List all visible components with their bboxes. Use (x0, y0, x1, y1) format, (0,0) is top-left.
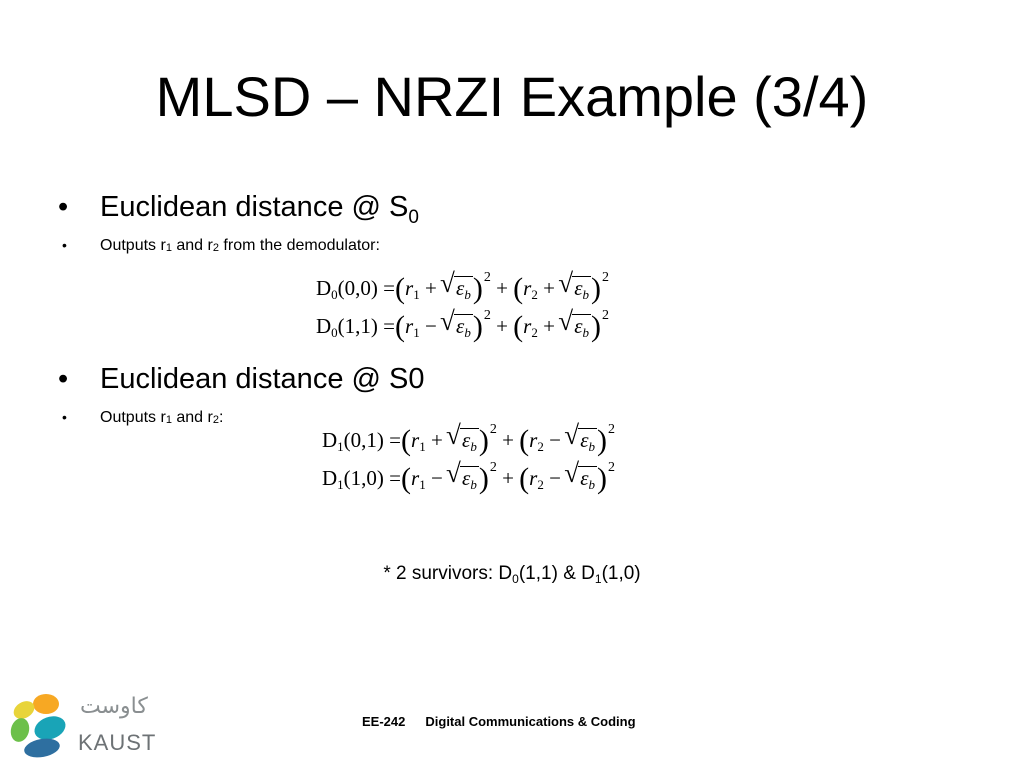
power: 2 (489, 422, 497, 437)
survivors-note (0, 562, 1024, 591)
open-paren-icon: ( (519, 462, 530, 495)
operator-1: + (424, 276, 437, 300)
kaust-logo (4, 690, 157, 764)
logo-arabic-text: كاوست (80, 694, 148, 719)
close-paren-icon: ) (590, 310, 601, 343)
r-symbol: r (405, 276, 414, 300)
sqrt-icon (448, 460, 479, 496)
outputs-mid: and r (171, 237, 213, 254)
bullet-dot: • (58, 191, 69, 223)
close-paren-icon: ) (478, 462, 489, 495)
sqrt-icon (566, 460, 597, 496)
survivors-sub-1: 0 (512, 572, 519, 586)
close-paren-icon: ) (472, 310, 483, 343)
epsilon-subscript: b (582, 325, 589, 340)
epsilon-subscript: b (588, 477, 595, 492)
plus-operator: + (502, 428, 514, 452)
close-paren-icon: ) (596, 462, 607, 495)
r-subscript: 2 (531, 325, 538, 340)
close-paren-icon: ) (472, 272, 483, 305)
epsilon-symbol: ε (580, 466, 589, 490)
outputs-suffix: : (218, 409, 224, 426)
operator-1: − (430, 466, 443, 490)
plus-operator: + (502, 466, 514, 490)
epsilon-symbol: ε (574, 314, 583, 338)
r1-sub: 1 (165, 242, 172, 254)
open-paren-icon: ( (395, 310, 406, 343)
heading-subscript: 0 (408, 206, 419, 228)
r-subscript: 1 (413, 325, 420, 340)
outputs-line-1 (62, 235, 380, 258)
r-subscript: 1 (413, 287, 420, 302)
operator-1: + (430, 428, 443, 452)
sqrt-icon (442, 308, 473, 344)
outputs-line-2 (62, 407, 223, 430)
open-paren-icon: ( (401, 424, 412, 457)
operator-2: − (549, 466, 561, 490)
epsilon-symbol: ε (456, 276, 465, 300)
close-paren-icon: ) (478, 424, 489, 457)
bullet-dot: • (62, 409, 67, 425)
epsilon-subscript: b (470, 439, 477, 454)
operator-2: + (543, 276, 555, 300)
bullet-dot: • (58, 363, 69, 395)
r-subscript: 1 (419, 439, 426, 454)
survivors-prefix: * 2 survivors: D (383, 563, 513, 584)
footer-course-name: Digital Communications & Coding (425, 714, 636, 729)
close-paren-icon: ) (596, 424, 607, 457)
plus-operator: + (496, 314, 508, 338)
equation-lhs: $D_0(1,1)$ = (316, 314, 396, 340)
outputs-prefix: Outputs r (100, 237, 166, 254)
bullet-euclidean-s0 (58, 361, 424, 397)
r-symbol: r (405, 314, 414, 338)
r-symbol: r (411, 428, 420, 452)
survivors-suffix: (1,0) (601, 563, 641, 584)
epsilon-subscript: b (464, 287, 471, 302)
equation-lhs: $D_0(0,0)$ = (316, 276, 396, 302)
power: 2 (483, 270, 491, 285)
open-paren-icon: ( (401, 462, 412, 495)
bullet-dot: • (62, 237, 67, 253)
r2-sub: 2 (212, 242, 219, 254)
epsilon-symbol: ε (462, 466, 471, 490)
r-subscript: 1 (419, 477, 426, 492)
equation-d1-10 (322, 450, 615, 503)
epsilon-symbol: ε (574, 276, 583, 300)
survivors-sub-2: 1 (594, 572, 602, 586)
survivors-mid: (1,1) & D (518, 563, 595, 584)
outputs-mid: and r (171, 409, 213, 426)
r-symbol: r (523, 314, 532, 338)
operator-2: − (549, 428, 561, 452)
open-paren-icon: ( (395, 272, 406, 305)
logo-latin-text: KAUST (78, 730, 157, 755)
kaust-logo-mark-icon (4, 690, 76, 764)
r-subscript: 2 (537, 439, 544, 454)
sqrt-icon (560, 308, 591, 344)
epsilon-symbol: ε (580, 428, 589, 452)
r1-sub: 1 (165, 414, 172, 426)
power: 2 (483, 308, 491, 323)
power: 2 (601, 270, 609, 285)
bullet-euclidean-s0-sub (58, 189, 419, 236)
r-symbol: r (529, 428, 538, 452)
open-paren-icon: ( (513, 310, 524, 343)
epsilon-subscript: b (588, 439, 595, 454)
outputs-suffix: from the demodulator: (218, 237, 380, 254)
r-symbol: r (411, 466, 420, 490)
slide-title: MLSD – NRZI Example (3/4) (155, 65, 869, 128)
operator-1: − (424, 314, 437, 338)
equation-lhs: $D_1(0,1)$ = (322, 428, 402, 454)
r-symbol: r (529, 466, 538, 490)
plus-operator: + (496, 276, 508, 300)
footer-course-code: EE-242 (362, 714, 406, 729)
equation-lhs: $D_1(1,0)$ = (322, 466, 402, 492)
power: 2 (607, 422, 615, 437)
r-subscript: 2 (537, 477, 544, 492)
epsilon-symbol: ε (462, 428, 471, 452)
epsilon-subscript: b (582, 287, 589, 302)
open-paren-icon: ( (513, 272, 524, 305)
operator-2: + (543, 314, 555, 338)
power: 2 (601, 308, 609, 323)
heading-text: Euclidean distance @ S0 (100, 363, 425, 395)
outputs-prefix: Outputs r (100, 409, 166, 426)
r-subscript: 2 (531, 287, 538, 302)
r-symbol: r (523, 276, 532, 300)
r2-sub: 2 (212, 414, 219, 426)
power: 2 (489, 460, 497, 475)
heading-text: Euclidean distance @ S (100, 191, 409, 223)
close-paren-icon: ) (590, 272, 601, 305)
epsilon-symbol: ε (456, 314, 465, 338)
footer (362, 714, 636, 729)
open-paren-icon: ( (519, 424, 530, 457)
power: 2 (607, 460, 615, 475)
epsilon-subscript: b (464, 325, 471, 340)
equation-d0-11 (316, 298, 609, 351)
epsilon-subscript: b (470, 477, 477, 492)
